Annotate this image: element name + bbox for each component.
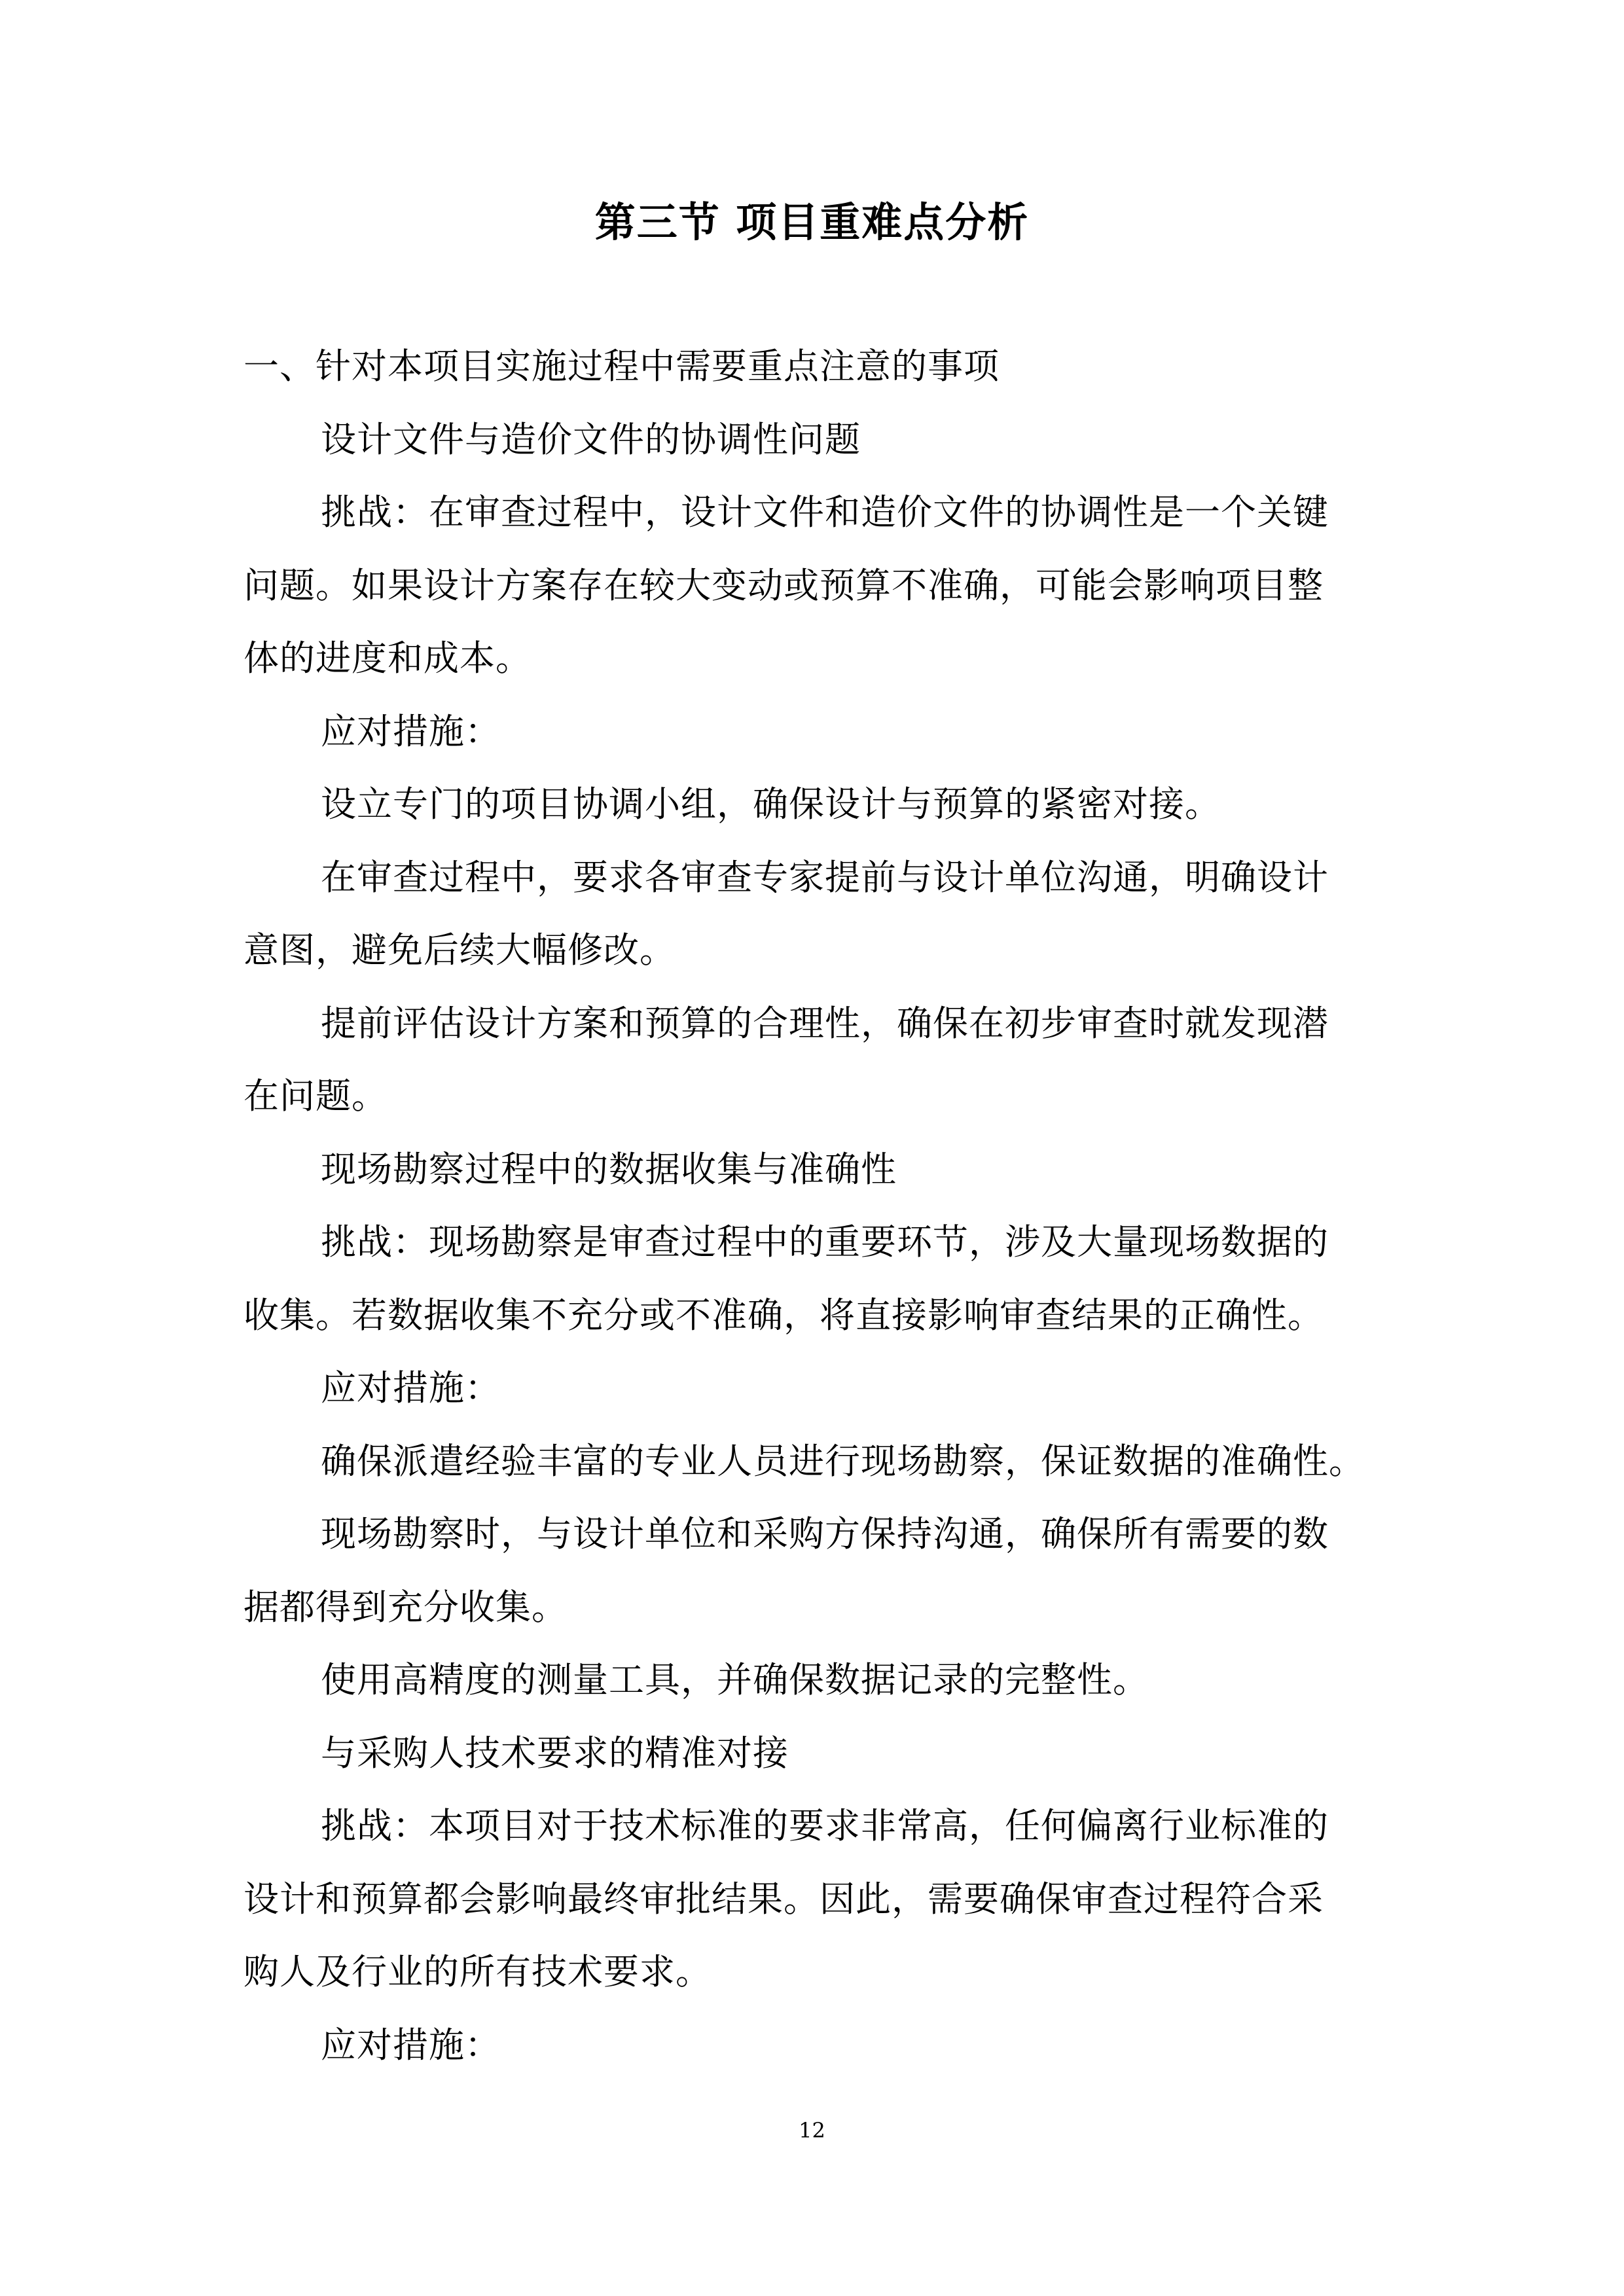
item-3-challenge-line-1: 挑战：本项目对于技术标准的要求非常高，任何偏离行业标准的 bbox=[321, 1805, 1329, 1846]
item-2-subtitle: 现场勘察过程中的数据收集与准确性 bbox=[321, 1149, 897, 1190]
item-2-challenge-line-2: 收集。若数据收集不充分或不准确，将直接影响审查结果的正确性。 bbox=[244, 1295, 1324, 1336]
item-2-measure-3-line-1: 使用高精度的测量工具，并确保数据记录的完整性。 bbox=[321, 1659, 1149, 1700]
item-3-challenge-line-2: 设计和预算都会影响最终审批结果。因此，需要确保审查过程符合采 bbox=[244, 1878, 1324, 1920]
item-1-challenge-line-3: 体的进度和成本。 bbox=[244, 637, 532, 679]
item-1-challenge-line-1: 挑战：在审查过程中，设计文件和造价文件的协调性是一个关键 bbox=[321, 492, 1329, 533]
item-3-challenge-line-3: 购人及行业的所有技术要求。 bbox=[244, 1951, 712, 1992]
item-2-measure-1-line-1: 确保派遣经验丰富的专业人员进行现场勘察，保证数据的准确性。 bbox=[321, 1441, 1365, 1482]
item-1-measure-2-line-1: 在审查过程中，要求各审查专家提前与设计单位沟通，明确设计 bbox=[321, 857, 1329, 898]
item-1-measure-3-line-2: 在问题。 bbox=[244, 1075, 388, 1117]
item-2-measure-2-line-2: 据都得到充分收集。 bbox=[244, 1587, 568, 1628]
item-1-measures-label: 应对措施： bbox=[321, 711, 501, 752]
item-2-measure-2-line-1: 现场勘察时，与设计单位和采购方保持沟通，确保所有需要的数 bbox=[321, 1513, 1329, 1554]
item-3-measures-label: 应对措施： bbox=[321, 2024, 501, 2066]
item-1-subtitle: 设计文件与造价文件的协调性问题 bbox=[321, 419, 861, 460]
item-1-challenge-line-2: 问题。如果设计方案存在较大变动或预算不准确，可能会影响项目整 bbox=[244, 565, 1324, 606]
heading-1: 一、针对本项目实施过程中需要重点注意的事项 bbox=[244, 346, 1000, 387]
item-2-measures-label: 应对措施： bbox=[321, 1367, 501, 1408]
item-3-subtitle: 与采购人技术要求的精准对接 bbox=[321, 1732, 789, 1774]
page-number: 12 bbox=[799, 2118, 825, 2143]
item-1-measure-3-line-1: 提前评估设计方案和预算的合理性，确保在初步审查时就发现潜 bbox=[321, 1003, 1329, 1044]
item-2-challenge-line-1: 挑战：现场勘察是审查过程中的重要环节，涉及大量现场数据的 bbox=[321, 1221, 1329, 1263]
item-1-measure-2-line-2: 意图，避免后续大幅修改。 bbox=[244, 929, 676, 971]
section-title: 第三节 项目重难点分析 bbox=[594, 198, 1030, 246]
item-1-measure-1-line-1: 设立专门的项目协调小组，确保设计与预算的紧密对接。 bbox=[321, 783, 1221, 825]
